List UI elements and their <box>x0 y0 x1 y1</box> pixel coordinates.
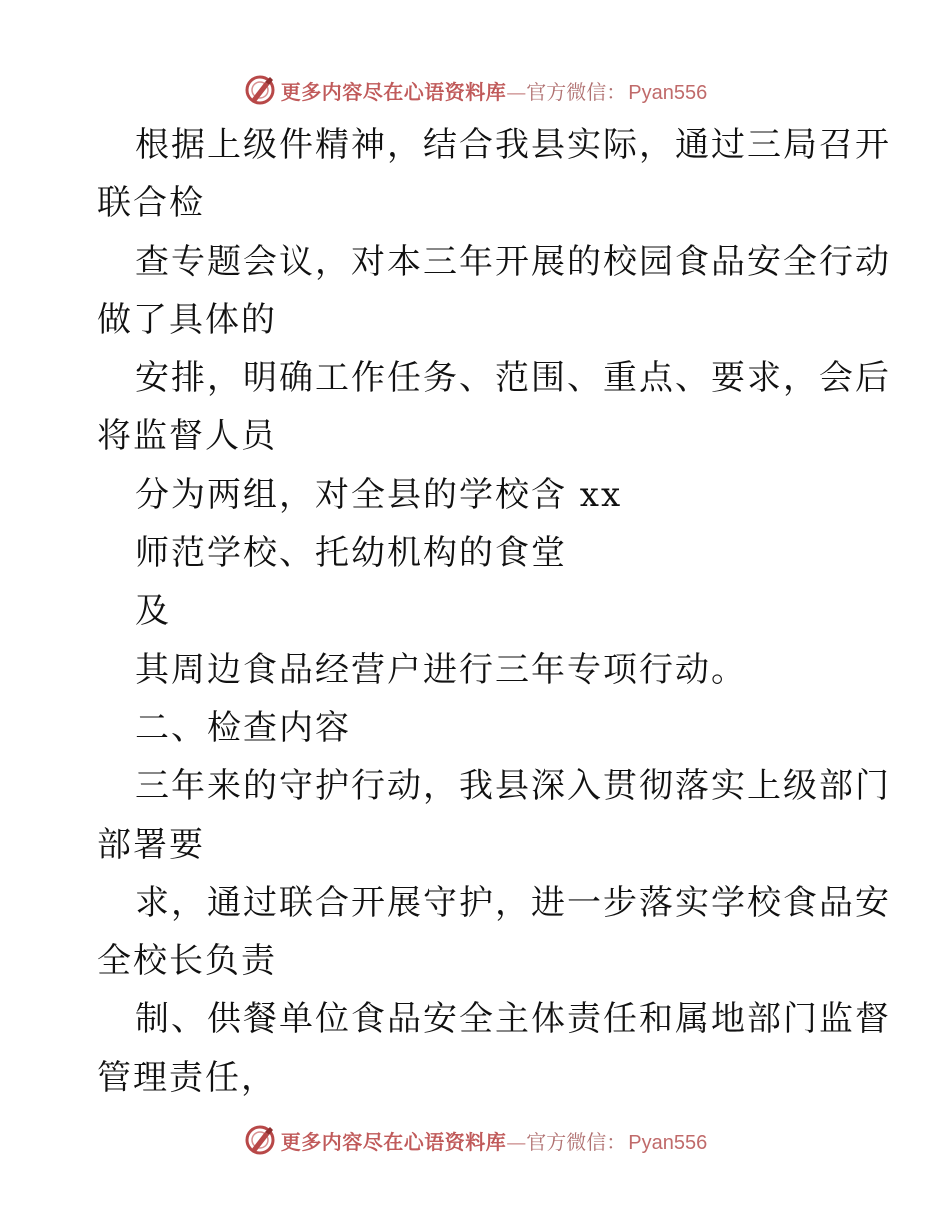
section-heading: 二、检查内容 <box>135 707 351 748</box>
watermark-official-label: 官方微信： <box>526 79 627 104</box>
text-line: 联合检 <box>97 183 205 224</box>
text-line: 根据上级件精神，结合我县实际，通过三局召开 <box>135 125 891 165</box>
pen-logo-icon <box>243 73 277 107</box>
text-line: 其周边食品经营户进行三年专项行动。 <box>135 649 747 690</box>
text-line: 做了具体的 <box>97 299 277 340</box>
text-line: 师范学校、托幼机构的食堂 <box>135 533 567 574</box>
header-watermark <box>0 70 950 110</box>
text-line: 安排，明确工作任务、范围、重点、要求，会后 <box>135 358 891 399</box>
text-line: 三年来的守护行动，我县深入贯彻落实上级部门 <box>135 766 891 807</box>
watermark-site-name: 更多内容尽在心语资料库 <box>280 79 507 104</box>
watermark-dash: — <box>506 1129 527 1154</box>
watermark-wechat-id: Pyan556 <box>628 81 708 104</box>
watermark-wechat-id: Pyan556 <box>628 1131 708 1154</box>
document-body <box>97 116 891 1107</box>
text-line: 部署要 <box>97 824 205 865</box>
text-line: 求，通过联合开展守护，进一步落实学校食品安 <box>135 882 891 923</box>
text-line: 分为两组，对全县的学校含 xx <box>135 474 623 515</box>
watermark-official-label: 官方微信： <box>526 1129 627 1154</box>
text-line: 全校长负责 <box>97 941 277 982</box>
text-line: 将监督人员 <box>97 416 277 457</box>
pen-logo-icon <box>243 1123 277 1157</box>
text-line: 及 <box>135 591 171 632</box>
text-line: 查专题会议，对本三年开展的校园食品安全行动 <box>135 241 891 282</box>
text-line: 制、供餐单位食品安全主体责任和属地部门监督 <box>135 999 891 1040</box>
footer-watermark <box>0 1120 950 1160</box>
watermark-dash: — <box>506 79 527 104</box>
watermark-site-name: 更多内容尽在心语资料库 <box>280 1129 507 1154</box>
text-line: 管理责任， <box>97 1057 277 1098</box>
